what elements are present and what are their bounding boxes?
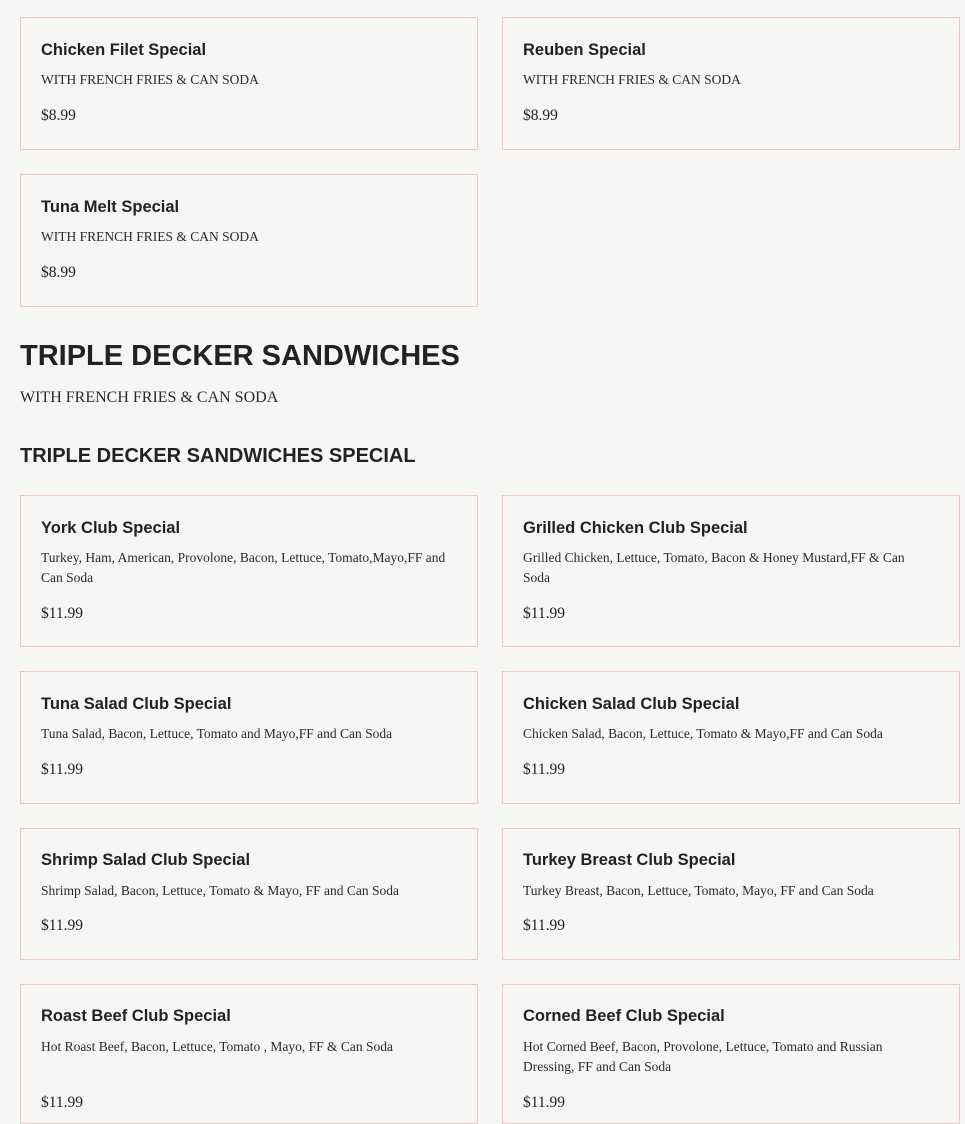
menu-item-description: Grilled Chicken, Lettuce, Tomato, Bacon & Honey Mustard,FF & Can Soda: [523, 550, 905, 585]
menu-item-name: Grilled Chicken Club Special: [523, 519, 748, 537]
menu-item-name: Turkey Breast Club Special: [523, 851, 736, 869]
menu-item-name: Roast Beef Club Special: [41, 1007, 231, 1025]
menu-item-card[interactable]: [502, 828, 960, 960]
menu-item-price: $11.99: [41, 605, 84, 622]
menu-item-price: $11.99: [41, 761, 84, 778]
menu-item-name: Corned Beef Club Special: [523, 1007, 725, 1025]
menu-item-description: Hot Roast Beef, Bacon, Lettuce, Tomato , Mayo, FF & Can Soda: [41, 1039, 394, 1054]
menu-item-price: $8.99: [523, 107, 558, 124]
menu-item-description: Turkey Breast, Bacon, Lettuce, Tomato, Mayo, FF and Can Soda: [523, 883, 874, 898]
subsection-title: TRIPLE DECKER SANDWICHES SPECIAL: [20, 445, 416, 467]
menu-item-description: Tuna Salad, Bacon, Lettuce, Tomato and Mayo,FF and Can Soda: [41, 726, 393, 741]
menu-item-name: Tuna Salad Club Special: [41, 695, 232, 713]
menu-item-price: $11.99: [523, 605, 566, 622]
menu-item-price: $11.99: [523, 1094, 566, 1111]
menu-item-description: Shrimp Salad, Bacon, Lettuce, Tomato & Mayo, FF and Can Soda: [41, 883, 400, 898]
menu-item-name: Chicken Salad Club Special: [523, 695, 740, 713]
menu-item-description: WITH FRENCH FRIES & CAN SODA: [41, 72, 259, 87]
menu-item-card[interactable]: [502, 495, 960, 647]
menu-item-price: $11.99: [523, 761, 566, 778]
menu-item-card[interactable]: [20, 984, 478, 1124]
menu-item-price: $11.99: [523, 917, 566, 934]
menu-item-name: Chicken Filet Special: [41, 41, 207, 59]
menu-item-name: Shrimp Salad Club Special: [41, 851, 251, 869]
section-title: TRIPLE DECKER SANDWICHES: [20, 340, 460, 372]
menu-item-card[interactable]: [502, 671, 960, 804]
menu-item-description: WITH FRENCH FRIES & CAN SODA: [41, 229, 259, 244]
menu-item-card[interactable]: [502, 17, 960, 150]
menu-item-price: $11.99: [41, 917, 84, 934]
menu-item-card[interactable]: [20, 828, 478, 960]
menu-item-card[interactable]: [20, 174, 478, 307]
menu-item-name: Reuben Special: [523, 41, 646, 59]
menu-item-price: $8.99: [41, 107, 76, 124]
section-subtitle: WITH FRENCH FRIES & CAN SODA: [20, 389, 279, 406]
menu-item-description: WITH FRENCH FRIES & CAN SODA: [523, 72, 741, 87]
menu-item-price: $11.99: [41, 1094, 84, 1111]
menu-item-description: Hot Corned Beef, Bacon, Provolone, Lettuce, Tomato and Russian Dressing, FF and Can Soda: [523, 1039, 883, 1074]
menu-item-price: $8.99: [41, 264, 76, 281]
menu-item-description: Turkey, Ham, American, Provolone, Bacon, Lettuce, Tomato,Mayo,FF and Can Soda: [41, 550, 446, 585]
menu-item-card[interactable]: [20, 17, 478, 150]
menu-item-card[interactable]: [20, 671, 478, 804]
menu-item-name: Tuna Melt Special: [41, 198, 180, 216]
menu-item-card[interactable]: [502, 984, 960, 1124]
menu-item-description: Chicken Salad, Bacon, Lettuce, Tomato & Mayo,FF and Can Soda: [523, 726, 883, 741]
menu-item-name: York Club Special: [41, 519, 181, 537]
menu-item-card[interactable]: [20, 495, 478, 647]
